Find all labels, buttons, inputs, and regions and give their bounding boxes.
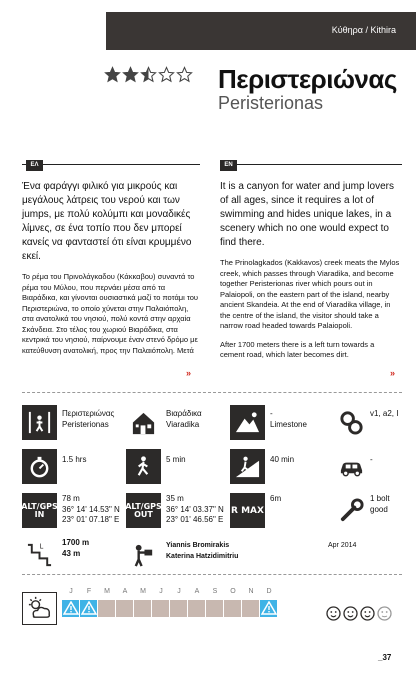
english-column <box>220 180 400 361</box>
alt-gps-in-icon: ALT/GPS IN <box>22 493 57 528</box>
month-cell <box>116 600 134 617</box>
warning-triangle-icon <box>63 601 79 615</box>
svg-text:L: L <box>39 542 44 551</box>
month-cell <box>206 600 224 617</box>
month-label: F <box>86 588 92 595</box>
section-separator <box>22 392 402 393</box>
english-body-2: After 1700 meters there is a left turn towards a cement road, which later becomes dirt. <box>220 339 375 359</box>
shuttle-value: - <box>370 455 373 464</box>
month-label: D <box>266 588 272 595</box>
star-empty-icon <box>176 66 193 83</box>
month-cell <box>224 600 242 617</box>
english-body: The Prinolagkados (Kakkavos) creek meats the Mylos creek, which passes through Viaradika, and become together Peristerionas river which pours out in Palaiopoli, on the eastern part of the island, nearby ancient Skandeia. At the end of Viaradika village, in the centre of the island, the visitor should take a narrow road headed towards Palaiopoli. <box>220 258 400 330</box>
month-cell <box>242 600 260 617</box>
month-label: A <box>194 588 200 595</box>
month-cell <box>170 600 188 617</box>
greek-column <box>22 180 200 356</box>
region-label: Κύθηρα / Kithira <box>331 25 396 35</box>
author-photographer-icon <box>126 537 161 572</box>
alt-gps-out-values: 35 m 36° 14' 03.37" N 23° 01' 46.56" E <box>166 494 224 524</box>
month-cell-warning <box>80 600 98 617</box>
month-label: N <box>248 588 254 595</box>
rock-type: - Limestone <box>270 409 307 429</box>
canyon-title-greek: Περιστεριώνας <box>218 64 397 94</box>
star-full-icon <box>122 66 139 83</box>
region-header-bar <box>106 12 416 50</box>
month-cell-warning <box>260 600 278 617</box>
authors: Yiannis Bromirakis Katerina Hatzidimitriu <box>166 542 239 560</box>
month-cell <box>188 600 206 617</box>
english-divider <box>220 164 402 165</box>
continue-arrow-icon: » <box>186 368 192 378</box>
village-icon <box>126 405 161 440</box>
bolt-wrench-icon <box>334 493 369 528</box>
stopwatch-icon <box>22 449 57 484</box>
month-cell <box>152 600 170 617</box>
survey-date: Apr 2014 <box>328 542 357 549</box>
car-shuttle-icon <box>334 449 369 484</box>
month-label: M <box>104 588 110 595</box>
anchors-value: 1 bolt good <box>370 494 390 514</box>
greek-intro: Ένα φαράγγι φιλικό για μικρούς και μεγάλους λάτρεις του νερού και των jumps, με πολύ κολύμπι και μοναδικές λίμνες, σε ένα τοπίο που δεν μπορεί κανείς να φανταστεί ότι είναι κρυμμένο εκεί. <box>22 181 192 262</box>
warning-triangle-icon <box>81 601 97 615</box>
rock-type-icon <box>230 405 265 440</box>
warning-triangle-icon <box>261 601 277 615</box>
month-label: J <box>159 588 163 595</box>
greek-language-tag: ΕΛ <box>26 160 43 171</box>
return-hike-icon <box>230 449 265 484</box>
length-profile-icon <box>22 537 57 572</box>
alt-gps-out-icon: ALT/GPS OUT <box>126 493 161 528</box>
difficulty-rating <box>104 66 193 83</box>
grade-value: v1, a2, I <box>370 409 399 418</box>
star-empty-icon <box>158 66 175 83</box>
star-full-icon <box>104 66 121 83</box>
section-separator <box>22 574 402 575</box>
weather-season-icon <box>22 592 57 625</box>
smiley-happy-icon <box>326 606 341 621</box>
month-label: A <box>122 588 128 595</box>
approach-walk-icon <box>126 449 161 484</box>
smiley-happy-icon <box>343 606 358 621</box>
rappel-max-icon: R MAX <box>230 493 265 528</box>
canyon-title-english: Peristerionas <box>218 93 324 113</box>
english-language-tag: EN <box>220 160 237 171</box>
length-values: 1700 m 43 m <box>62 538 90 558</box>
smiley-neutral-icon <box>377 606 392 621</box>
rappel-max-value: 6m <box>270 494 282 503</box>
page-number: _37 <box>378 653 392 662</box>
month-label: S <box>212 588 218 595</box>
month-label: O <box>230 588 236 595</box>
month-cell-warning <box>62 600 80 617</box>
month-cell <box>134 600 152 617</box>
canyon-hiker-icon <box>22 405 57 440</box>
greek-body: Το ρέμα του Πρινολάγκαδου (Κάκκαβου) συναντά το ρέμα του Μύλου, που περνάει μέσα από τα Βιαράδικα, και γίνονται ουσιαστικά μαζί το ποτάμι του Περιστεριώνα, το οποίο χύνεται στην Παλαιόπολη, στα ανατολικά του νησιού, πολύ κοντά στην αρχαία Σκάνδεια. Στο τέλος του χωριού Βιαράδικα, στα κεντρικά του νησιού, παίρνουμε έναν στενό δρόμο με κατεύθυνση ανατολική, προς την Παλαιόπολη. Μετά <box>22 272 198 355</box>
star-half-icon <box>140 66 157 83</box>
continue-arrow-icon: » <box>390 368 396 378</box>
carabiner-grade-icon <box>334 405 369 440</box>
english-intro: It is a canyon for water and jump lovers of all ages, since it requires a lot of swimming and hides unique lakes, in a scenery which no one would expect to find there. <box>220 181 394 248</box>
month-label: J <box>69 588 73 595</box>
canyon-name: Περιστεριώνας Peristerionas <box>62 409 115 429</box>
month-cell <box>98 600 116 617</box>
month-label: M <box>140 588 146 595</box>
duration-value: 1.5 hrs <box>62 455 87 464</box>
smiley-happy-icon <box>360 606 375 621</box>
alt-gps-in-values: 78 m 36° 14' 14.53" N 23° 01' 07.18" E <box>62 494 120 524</box>
greek-divider <box>22 164 200 165</box>
village-name: Βιαράδικα Viaradika <box>166 409 202 429</box>
return-time: 40 min <box>270 455 295 464</box>
approach-time: 5 min <box>166 455 186 464</box>
month-label: J <box>177 588 181 595</box>
